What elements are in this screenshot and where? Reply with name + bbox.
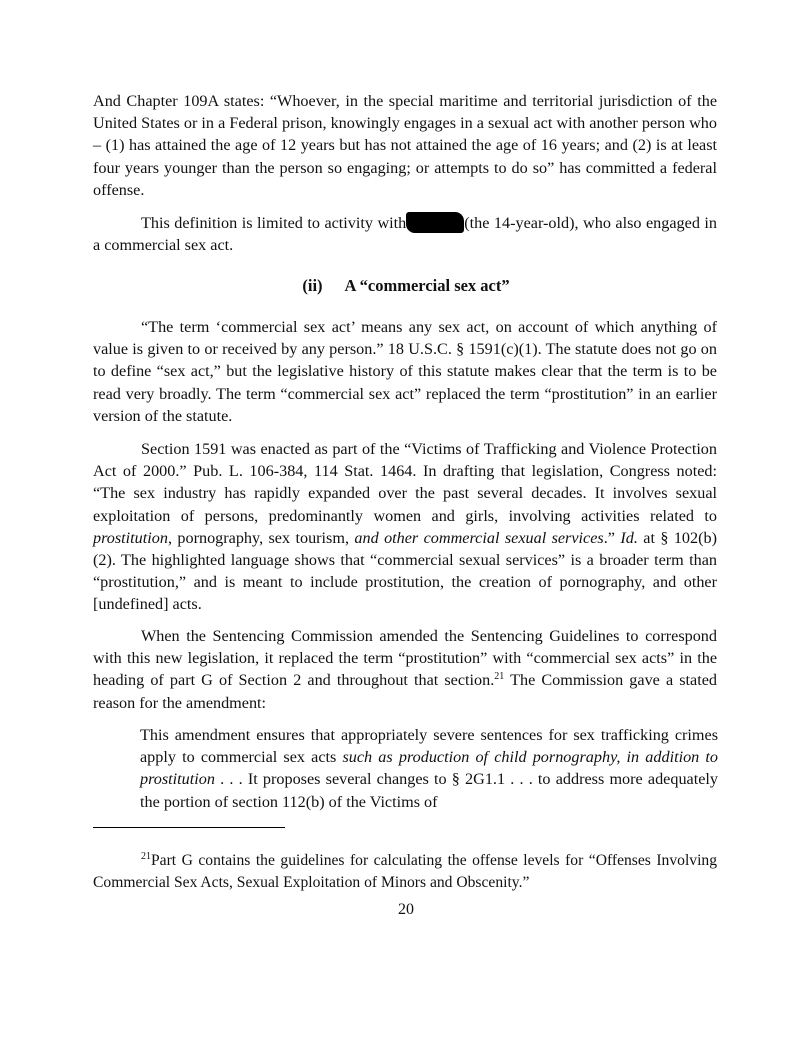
footnote-divider (93, 827, 285, 828)
paragraph-commercial-sex-act-definition: “The term ‘commercial sex act’ means any sex act, on account of which anything of value is given to or received by any person.” 18 U.S.C. § 1591(c)(1). The statute does not go on to define “sex act,” but the legislative history of this statute makes clear that the term is to be read very broadly. The term “commercial sex act” replaced the term “prostitution” in an earlier version of the statute. (93, 318, 717, 425)
p4-text-b: , pornography, sex tourism, (167, 528, 355, 547)
paragraph-definition-limited (93, 212, 717, 256)
section-heading (0, 276, 812, 296)
quote-text-b: . . . It proposes several changes to § 2G1.1 . . . to address more adequately the portion of section 112(b) of the Victims of (140, 770, 718, 811)
p5-text-b: The Commission gave a stated reason for the amendment: (93, 671, 717, 712)
quote-italic: such as production of child pornography, in addition to prostitution (140, 748, 719, 789)
paragraph-sentencing-commission (93, 625, 717, 714)
p5-text-a: When the Sentencing Commission amended the Sentencing Guidelines to correspond with this new legislation, it replaced the term “prostitution” with “commercial sex acts” in the heading of part G of Section 2 and throughout that section. (93, 627, 717, 690)
quote-text-a: This amendment ensures that appropriately severe sentences for sex trafficking crimes apply to commercial sex acts (140, 726, 718, 767)
p4-italic-id: Id. (620, 528, 638, 547)
paragraph-section-1591-history (93, 438, 717, 616)
p4-text-d: at § 102(b)(2). The highlighted language shows that “commercial sexual services” is a broader term than “prostitution,” and is meant to include prostitution, the creation of pornography, and other [undefined] acts. (93, 528, 717, 614)
paragraph-definition-text-after: (the 14-year-old), who also engaged in a commercial sex act. (93, 214, 717, 255)
footnote-21 (93, 850, 717, 893)
section-heading-number: (ii) (302, 276, 323, 295)
footnote-marker: 21 (141, 851, 151, 862)
footnote-reference-21: 21 (494, 671, 505, 683)
p4-text-a: Section 1591 was enacted as part of the “Victims of Trafficking and Violence Protection Act of 2000.” Pub. L. 106-384, 114 Stat. 1464. In drafting that legislation, Congress noted: “The sex industry has rapidly expanded over the past several decades. It involves sexual exploitation of persons, predominantly women and girls, involving activities related to (93, 440, 717, 525)
p4-italic-prostitution: prostitution (93, 528, 168, 547)
page-number: 20 (398, 901, 414, 918)
redaction-block (406, 212, 464, 233)
section-heading-title: A “commercial sex act” (344, 276, 510, 295)
p4-text-c: .” (603, 528, 621, 547)
footnote-text: Part G contains the guidelines for calculating the offense levels for “Offenses Involving Commercial Sex Acts, Sexual Exploitation of Minors and Obscenity.” (93, 852, 717, 891)
paragraph-chapter-109a: And Chapter 109A states: “Whoever, in the special maritime and territorial jurisdiction of the United States or in a Federal prison, knowingly engages in a sexual act with another person who – (1) has attained the age of 12 years but has not attained the age of 16 years; and (2) is at least four years younger than the person so engaging; or attempts to do so” has committed a federal offense. (93, 92, 717, 199)
p4-italic-commercial-services: and other commercial sexual services (354, 528, 604, 547)
block-quote-amendment (140, 724, 718, 813)
paragraph-definition-text-before: This definition is limited to activity with (141, 214, 407, 232)
